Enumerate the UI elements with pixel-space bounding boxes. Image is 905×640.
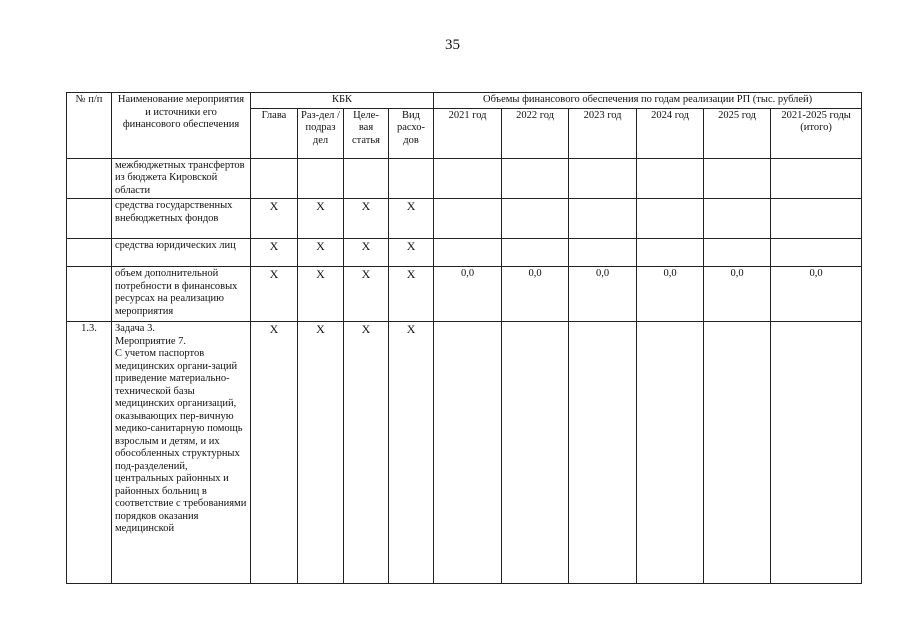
kbk-type: Х	[389, 322, 434, 584]
table-row	[67, 239, 862, 267]
value-2023	[569, 199, 637, 239]
value-2022	[502, 239, 569, 267]
value-2025	[704, 239, 771, 267]
kbk-section: Х	[298, 239, 344, 267]
value-2022	[502, 322, 569, 584]
value-2021	[434, 158, 502, 199]
header-num: № п/п	[67, 93, 112, 159]
header-kbk-target: Целе-вая статья	[344, 108, 389, 158]
kbk-target: Х	[344, 199, 389, 239]
kbk-chapter: Х	[251, 322, 298, 584]
kbk-chapter: Х	[251, 239, 298, 267]
kbk-target: Х	[344, 267, 389, 322]
kbk-target: Х	[344, 239, 389, 267]
kbk-section	[298, 158, 344, 199]
row-num	[67, 239, 112, 267]
row-name: средства юридических лиц	[112, 239, 251, 267]
value-total	[771, 158, 862, 199]
value-total	[771, 239, 862, 267]
header-kbk-type: Вид расхо-дов	[389, 108, 434, 158]
header-kbk-section: Раз-дел / подраз дел	[298, 108, 344, 158]
kbk-chapter	[251, 158, 298, 199]
value-2024: 0,0	[637, 267, 704, 322]
page-number: 35	[445, 37, 460, 53]
header-year-2025: 2025 год	[704, 108, 771, 158]
kbk-section: Х	[298, 267, 344, 322]
value-2025	[704, 199, 771, 239]
header-kbk-group: КБК	[251, 93, 434, 109]
table-row	[67, 322, 862, 584]
kbk-target	[344, 158, 389, 199]
value-2021: 0,0	[434, 267, 502, 322]
value-2025: 0,0	[704, 267, 771, 322]
value-2023	[569, 239, 637, 267]
row-num: 1.3.	[67, 322, 112, 584]
kbk-section: Х	[298, 322, 344, 584]
kbk-type: Х	[389, 199, 434, 239]
value-2021	[434, 239, 502, 267]
value-2024	[637, 322, 704, 584]
row-num	[67, 158, 112, 199]
value-2022	[502, 199, 569, 239]
value-2023	[569, 158, 637, 199]
header-year-2021: 2021 год	[434, 108, 502, 158]
value-total	[771, 199, 862, 239]
value-2021	[434, 322, 502, 584]
header-year-2023: 2023 год	[569, 108, 637, 158]
kbk-type	[389, 158, 434, 199]
row-num	[67, 199, 112, 239]
kbk-section: Х	[298, 199, 344, 239]
row-name: средства государственных внебюджетных фондов	[112, 199, 251, 239]
value-2023	[569, 322, 637, 584]
value-2024	[637, 199, 704, 239]
kbk-type: Х	[389, 239, 434, 267]
header-year-2024: 2024 год	[637, 108, 704, 158]
value-2021	[434, 199, 502, 239]
value-2024	[637, 239, 704, 267]
kbk-type: Х	[389, 267, 434, 322]
kbk-target: Х	[344, 322, 389, 584]
header-year-total: 2021-2025 годы (итого)	[771, 108, 862, 158]
header-kbk-chapter: Глава	[251, 108, 298, 158]
row-name: Задача 3. Мероприятие 7. С учетом паспортов медицинских органи-заций приведение материально-технической базы медицинских организаций, оказывающих пер-вичную медико-санитарную помощь взрослым и детям, и их обособленных структурных под-разделений, центральных районных и районных больниц в соответствие с требованиями порядков оказания медицинской	[112, 322, 251, 584]
header-volume-group: Объемы финансового обеспечения по годам реализации РП (тыс. рублей)	[434, 93, 862, 109]
row-name: объем дополнительной потребности в финансовых ресурсах на реализацию мероприятия	[112, 267, 251, 322]
value-2025	[704, 322, 771, 584]
table-row	[67, 158, 862, 199]
value-2022: 0,0	[502, 267, 569, 322]
table-row	[67, 199, 862, 239]
value-2023: 0,0	[569, 267, 637, 322]
kbk-chapter: Х	[251, 267, 298, 322]
header-name: Наименование мероприятия и источники его финансового обеспечения	[112, 93, 251, 159]
value-2025	[704, 158, 771, 199]
value-2024	[637, 158, 704, 199]
header-year-2022: 2022 год	[502, 108, 569, 158]
value-total: 0,0	[771, 267, 862, 322]
row-name: межбюджетных трансфертов из бюджета Кировской области	[112, 158, 251, 199]
kbk-chapter: Х	[251, 199, 298, 239]
value-2022	[502, 158, 569, 199]
table-row	[67, 267, 862, 322]
value-total	[771, 322, 862, 584]
financing-table	[66, 92, 862, 584]
row-num	[67, 267, 112, 322]
